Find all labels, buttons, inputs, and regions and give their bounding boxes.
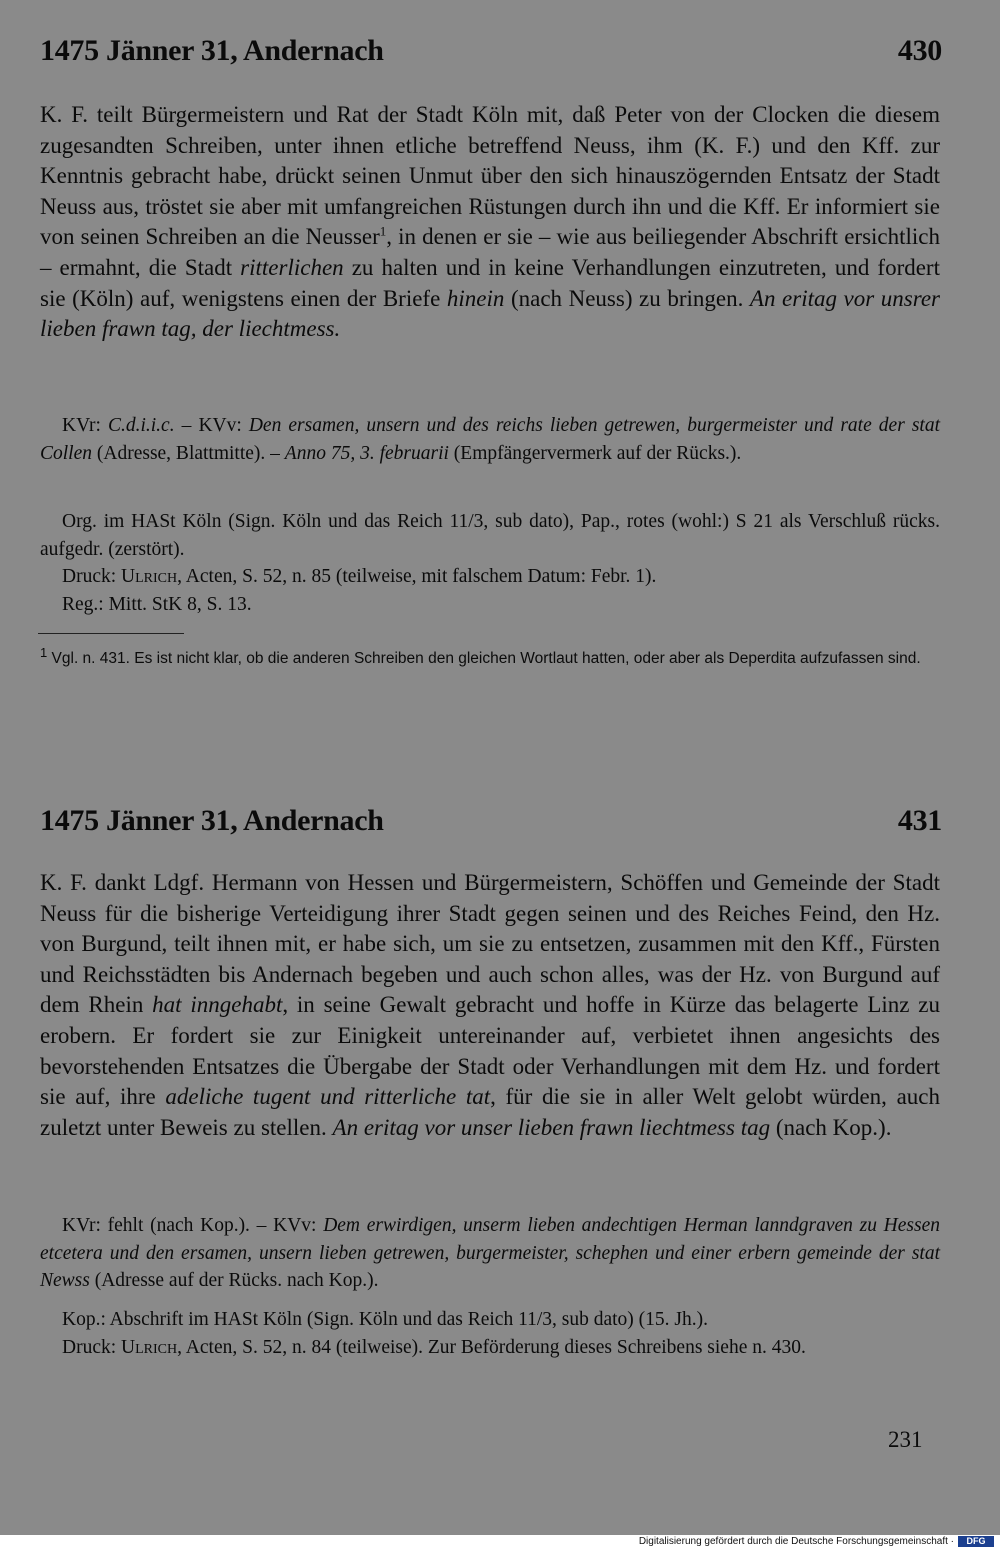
kv-address: Den ersamen, unsern und des reichs lieben getrewen, burgermeister und rate der stat Collen — [40, 415, 941, 464]
regest-text: zu halten und in keine Verhandlungen einzutreten, und fordert sie (Köln) auf, wenigstens einen der Briefe — [40, 254, 940, 311]
funding-credit-bar — [0, 1535, 1000, 1548]
funding-credit-text: Digitalisierung gefördert durch die Deutsche Forschungsgemeinschaft · — [638, 1536, 954, 1547]
entry-title: 1475 Jänner 31, Andernach — [40, 804, 384, 837]
source-copy: Kop.: Abschrift im HASt Köln (Sign. Köln und das Reich 11/3, sub dato) (15. Jh.). — [62, 1309, 708, 1330]
source-regest: Reg.: Mitt. StK 8, S. 13. — [62, 593, 252, 615]
druck-label: Druck: — [62, 566, 122, 587]
quoted-term: adeliche tugent und ritterliche tat — [165, 1084, 491, 1110]
entry-430-heading — [40, 34, 942, 68]
druck-text: , Acten, S. 52, n. 85 (teilweise, mit falschem Datum: Febr. 1). — [177, 566, 657, 587]
footnote-ref: 1 — [379, 223, 387, 239]
kv-label: KVr: fehlt (nach Kop.). – KVv: — [62, 1215, 324, 1236]
regest-text: K. F. teilt Bürgermeistern und Rat der Stadt Köln mit, daß Peter von der Clocken die diesem zugesandten Schreiben, unter ihnen etliche betreffend Neuss, ihm (K. F.) und den Kff. zur Kenntnis gebracht habe, drückt seinen Unmut über den sich hinauszögernden Entsatz der Stadt Neuss aus, tröstet sie aber mit umfangreichen Rüstungen durch ihn und die Kff. Er informiert sie von seinen Schreiben an die Neusser — [40, 102, 940, 250]
kv-text: C.d.i.i.c. — [107, 415, 175, 436]
regest-text: , in denen er sie – wie aus beiliegender Abschrift ersichtlich – ermahnt, die Stadt — [40, 224, 940, 280]
page-number: 231 — [888, 1427, 923, 1452]
kv-text: (Empfängervermerk auf der Rücks.). — [448, 442, 742, 464]
source-original: Org. im HASt Köln (Sign. Köln und das Reich 11/3, sub dato), Pap., rotes (wohl:) S 21 als Verschluß rücks. aufgedr. (zerstört). — [40, 511, 940, 560]
druck-author: Ulrich — [121, 1336, 178, 1358]
regest-text: (nach Kop.). — [770, 1114, 892, 1140]
quoted-term: ritterlichen — [240, 254, 344, 280]
kv-text: (Adresse auf der Rücks. nach Kop.). — [89, 1270, 379, 1291]
entry-430-sources — [40, 508, 940, 618]
regest-text: K. F. dankt Ldgf. Hermann von Hessen und Bürgermeistern, Schöffen und Gemeinde der Stadt Neuss für die bisherige Verteidigung ihrer Stadt gegen seinen und des Reiches Feind, den Hz. von Burgund, teilt ihnen mit, er habe sich, um sie zu entsetzen, zusammen mit den Kff., Fürsten und Reichsstädten bis Andernach begeben und auch schon alles, was der Hz. von Burgund auf dem Rhein — [40, 870, 940, 1018]
entry-431-regest — [40, 868, 940, 1143]
entry-number: 430 — [897, 34, 942, 67]
footnote-mark: 1 — [40, 644, 48, 660]
entry-430-kv — [40, 412, 940, 467]
entry-431-sources — [40, 1306, 940, 1361]
druck-author: Ulrich — [121, 566, 178, 587]
kv-label: KVr: — [62, 415, 108, 436]
entry-431-heading — [40, 804, 942, 838]
dating-formula: An eritag vor unsrer lieben frawn tag, der liechtmess. — [40, 285, 941, 342]
kv-address: Dem erwirdigen, unserm lieben andechtigen Herman lanndgraven zu Hessen etcetera und den ersamen, unsern lieben getrewen, burgermeister, schephen und einer erbern gemeinde der stat Newss — [40, 1215, 940, 1291]
regest-text: , für die sie in aller Welt gelobt würden, auch zuletzt unter Beweis zu stellen. — [40, 1084, 940, 1140]
quoted-term: hinein — [446, 285, 505, 311]
kv-label: – KVv: — [174, 415, 249, 436]
entry-431-kv — [40, 1212, 940, 1295]
dfg-logo: DFG — [958, 1536, 994, 1547]
footnote — [40, 644, 940, 670]
entry-title: 1475 Jänner 31, Andernach — [40, 34, 384, 67]
kv-note: Anno 75, 3. februarii — [284, 442, 449, 464]
druck-text: , Acten, S. 52, n. 84 (teilweise). Zur Beförderung dieses Schreibens siehe n. 430. — [177, 1336, 806, 1358]
footnote-text: Vgl. n. 431. Es ist nicht klar, ob die anderen Schreiben den gleichen Wortlaut hatten, oder aber als Deperdita aufzufassen sind. — [47, 650, 921, 667]
regest-text: , in seine Gewalt gebracht und hoffe in Kürze das belagerte Linz zu erobern. Er fordert sie zur Einigkeit untereinander auf, verbietet ihnen angesichts des bevorstehenden Entsatzes die Übergabe der Stadt oder Verhandlungen mit dem Hz. und fordert sie auf, ihre — [40, 992, 940, 1110]
quoted-term: hat inngehabt — [152, 992, 283, 1018]
footnote-divider — [38, 633, 184, 634]
entry-number: 431 — [897, 804, 942, 837]
kv-text: (Adresse, Blattmitte). – — [92, 442, 285, 464]
regest-text: (nach Neuss) zu bringen. — [504, 285, 750, 311]
dating-formula: An eritag vor unser lieben frawn liechtmess tag — [332, 1114, 771, 1140]
druck-label: Druck: — [62, 1336, 122, 1358]
entry-430-regest — [40, 100, 940, 345]
